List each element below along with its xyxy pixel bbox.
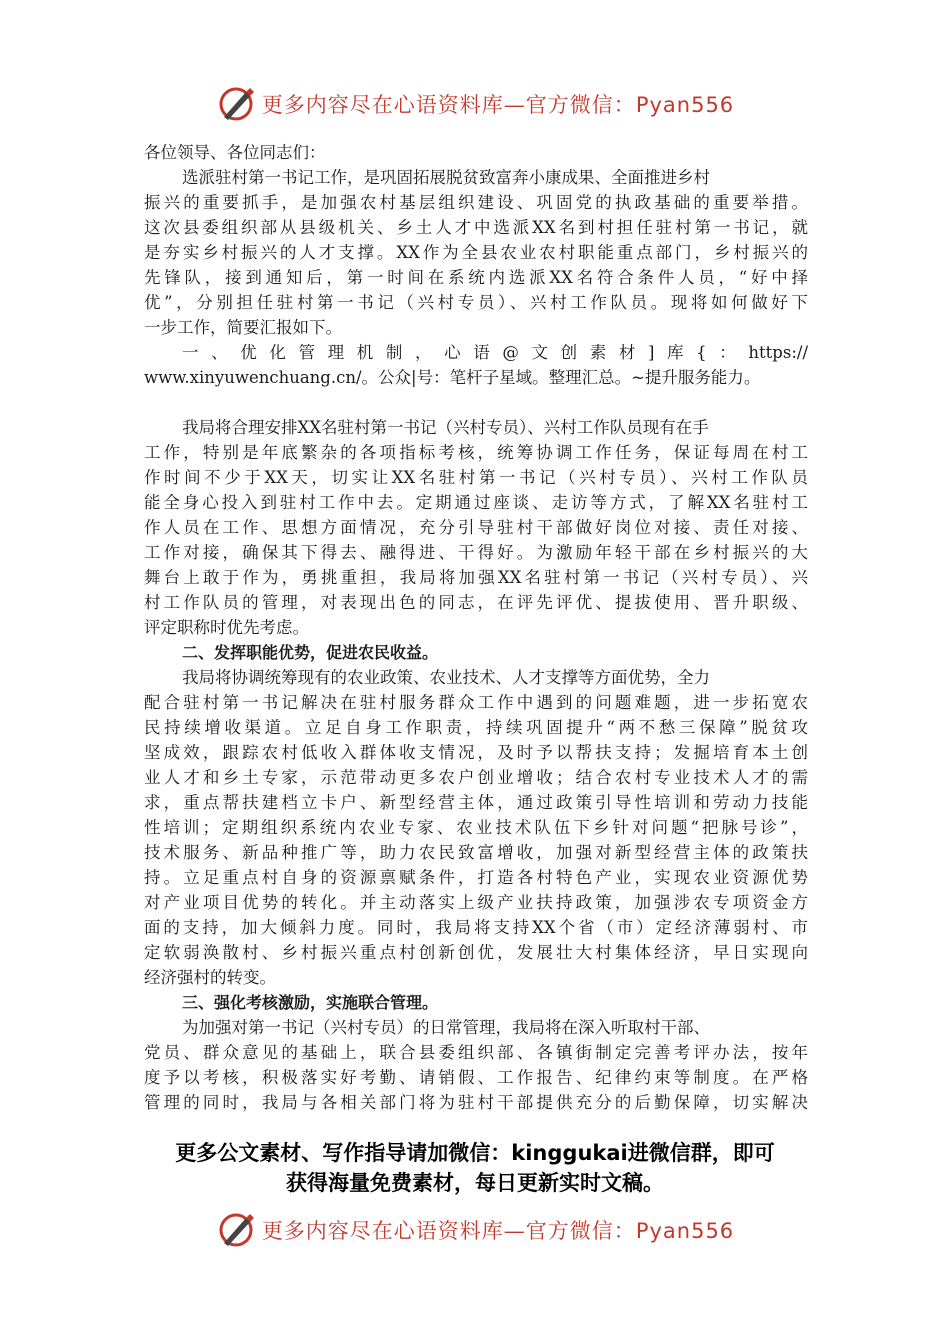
section-heading-3: 三、强化考核激励，实施联合管理。 — [182, 993, 439, 1012]
footer-banner — [0, 1208, 950, 1252]
section-heading-2: 二、发挥职能优势，促进农民收益。 — [182, 643, 439, 662]
paragraph-intro: 选派驻村第一书记工作，是巩固拓展脱贫致富奔小康成果、全面推进乡村 振兴的重要抓手，是加强农村基层组织建设、巩固党的执政基础的重要举措。 这次县委组织部从县级机关、乡土人才中选派XX名到村担任驻村第一书记，就 是夯实乡村振兴的人才支撑。XX作为全县农业农村职能重点部门，乡村振兴的 先锋队，接到通知后，第一时间在系统内选派XX名符合条件人员，“好中择 优”，分别担任驻村第一书记（兴村专员）、兴村工作队员。现将如何做好下 一步工作，简要汇报如下。 — [144, 168, 808, 337]
promo-notice — [0, 1138, 950, 1198]
greeting: 各位领导、各位同志们： — [144, 143, 326, 162]
paragraph-section-1: 我局将合理安排XX名驻村第一书记（兴村专员）、兴村工作队员现有在手 工作，特别是年底繁杂的各项指标考核，统筹协调工作任务，保证每周在村工 作时间不少于XX天，切实让XX名驻村第一书记（兴村专员）、兴村工作队员 能全身心投入到驻村工作中去。定期通过座谈、走访等方式，了解XX名驻村工 作人员在工作、思想方面情况，充分引导驻村干部做好岗位对接、责任对接、 工作对接，确保其下得去、融得进、干得好。为激励年轻干部在乡村振兴的大 舞台上敢于作为，勇挑重担，我局将加强XX名驻村第一书记（兴村专员）、兴 村工作队员的管理，对表现出色的同志，在评先评优、提拔使用、晋升职级、 评定职称时优先考虑。 — [144, 418, 808, 637]
promo-line-2: 获得海量免费素材，每日更新实时文稿。 — [286, 1171, 664, 1195]
pen-logo-icon — [216, 84, 256, 124]
paragraph-section-2: 我局将协调统筹现有的农业政策、农业技术、人才支撑等方面优势，全力 配合驻村第一书记解决在驻村服务群众工作中遇到的问题难题，进一步拓宽农 民持续增收渠道。立足自身工作职责，持续巩固提升“两不愁三保障”脱贫攻 坚成效，跟踪农村低收入群体收支情况，及时予以帮扶支持；发掘培育本土创 业人才和乡土专家，示范带动更多农户创业增收；结合农村专业技术人才的需 求，重点帮扶建档立卡户、新型经营主体，通过政策引导性培训和劳动力技能 性培训；定期组织系统内农业专家、农业技术队伍下乡针对问题“把脉号诊”， 技术服务、新品种推广等，助力农民致富增收，加强对新型经营主体的政策扶 持。立足重点村自身的资源禀赋条件，打造各村特色产业，实现农业资源优势 对产业项目优势的转化。并主动落实上级产业扶持政策，加强涉农专项资金方 面的支持，加大倾斜力度。同时，我局将支持XX个省（市）定经济薄弱村、市 定软弱涣散村、乡村振兴重点村创新创优，发展壮大村集体经济，早日实现向 经济强村的转变。 — [144, 668, 808, 987]
section-heading-1: 一、优化管理机制，心语@文创素材]库{：https:// www.xinyuwenchuang.cn/。公众|号：笔杆子星域。整理汇总。~提升服务能力。 — [144, 343, 808, 387]
banner-text: 更多内容尽在心语资料库—官方微信：Pyan556 — [261, 1219, 735, 1243]
document-body — [144, 140, 808, 1115]
banner-text: 更多内容尽在心语资料库—官方微信：Pyan556 — [261, 93, 735, 117]
pen-logo-icon — [216, 1210, 256, 1250]
paragraph-section-3: 为加强对第一书记（兴村专员）的日常管理，我局将在深入听取村干部、 党员、群众意见的基础上，联合县委组织部、各镇街制定完善考评办法，按年 度予以考核，积极落实好考勤、请销假、工作报告、纪律约束等制度。在严格 管理的同时，我局与各相关部门将为驻村干部提供充分的后勤保障，切实解决 — [144, 1018, 808, 1112]
header-banner — [0, 82, 950, 126]
promo-line-1: 更多公文素材、写作指导请加微信：kinggukai进微信群，即可 — [175, 1141, 775, 1165]
